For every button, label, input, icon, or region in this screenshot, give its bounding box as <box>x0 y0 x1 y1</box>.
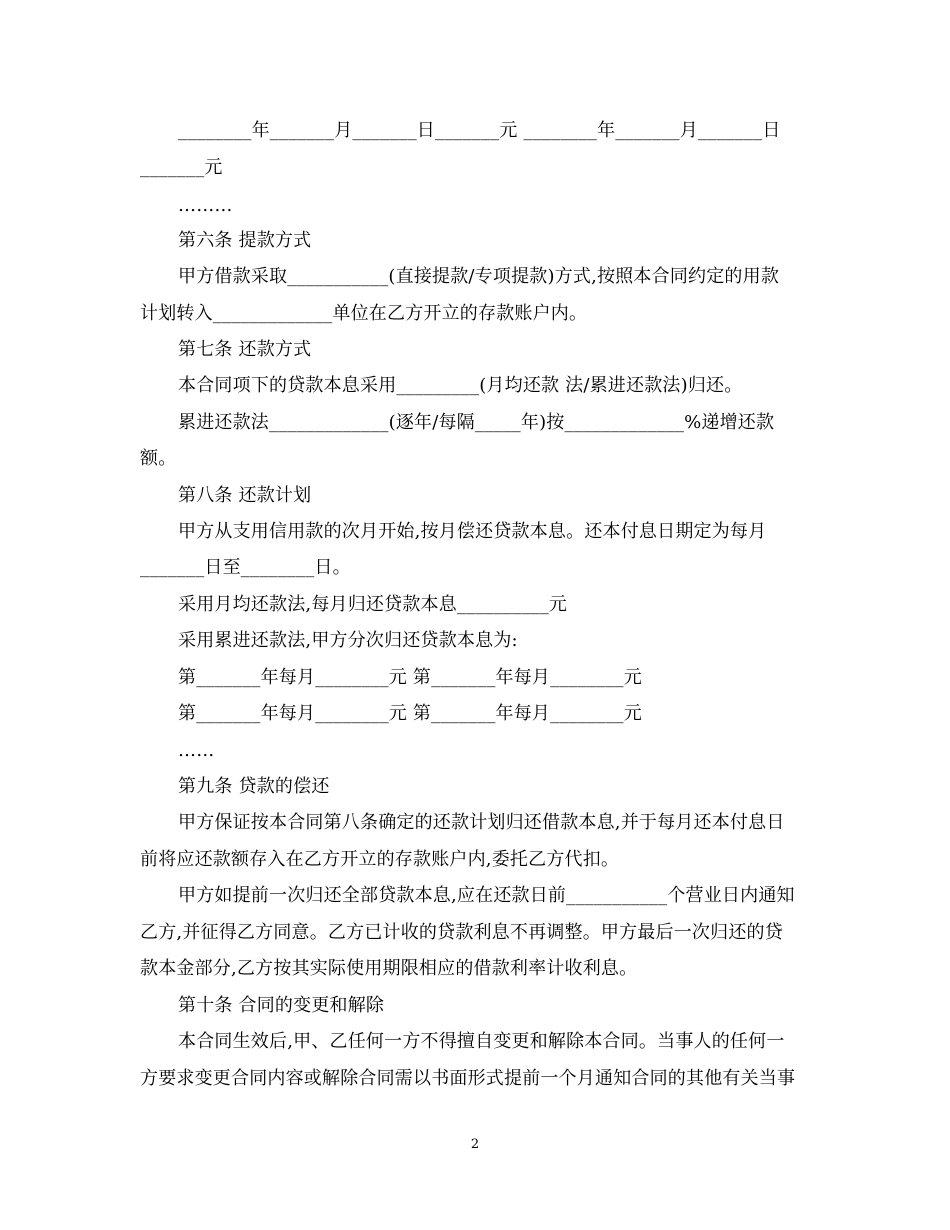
article-8-paragraph-3: 采用累进还款法,甲方分次归还贷款本息为: <box>178 630 518 651</box>
schedule-ellipsis: …… <box>178 740 215 761</box>
article-6-paragraph-line-1: 甲方借款采取___________(直接提款/专项提款)方式,按照本合同约定的用款 <box>178 266 780 287</box>
installment-schedule-line-1: 第_______年每月________元 第_______年每月________元 <box>178 667 642 688</box>
article-8-paragraph-1-line-2: _______日至________日。 <box>140 557 351 578</box>
article-8-heading: 第八条 还款计划 <box>178 485 312 506</box>
article-8-paragraph-2: 采用月均还款法,每月归还贷款本息__________元 <box>178 594 568 615</box>
article-9-paragraph-2-line-1: 甲方如提前一次归还全部贷款本息,应在还款日前___________个营业日内通知 <box>178 885 795 906</box>
article-7-paragraph-1: 本合同项下的贷款本息采用_________(月均还款 法/累进还款法)归还。 <box>178 375 743 396</box>
date-amount-line: ________年_______月_______日_______元 ________年_______月_______日 <box>178 120 781 141</box>
article-7-paragraph-2-line-2: 额。 <box>140 448 177 469</box>
article-10-paragraph-line-2: 方要求变更合同内容或解除合同需以书面形式提前一个月通知合同的其他有关当事 <box>140 1068 796 1089</box>
article-8-paragraph-1-line-1: 甲方从支用信用款的次月开始,按月偿还贷款本息。还本付息日期定为每月 <box>178 521 767 542</box>
article-9-paragraph-1-line-1: 甲方保证按本合同第八条确定的还款计划归还借款本息,并于每月还本付息日 <box>178 812 785 833</box>
article-9-paragraph-2-line-2: 乙方,并征得乙方同意。乙方已计收的贷款利息不再调整。甲方最后一次归还的贷 <box>140 922 783 943</box>
article-10-heading: 第十条 合同的变更和解除 <box>178 995 385 1016</box>
article-10-paragraph-line-1: 本合同生效后,甲、乙任何一方不得擅自变更和解除本合同。当事人的任何一 <box>178 1031 785 1052</box>
article-9-paragraph-1-line-2: 前将应还款额存入在乙方开立的存款账户内,委托乙方代扣。 <box>140 849 620 870</box>
page-number: 2 <box>470 1137 480 1152</box>
article-7-heading: 第七条 还款方式 <box>178 339 312 360</box>
amount-continuation-line: _______元 <box>140 157 223 178</box>
article-9-paragraph-2-line-3: 款本金部分,乙方按其实际使用期限相应的借款利率计收利息。 <box>140 958 638 979</box>
article-9-heading: 第九条 贷款的偿还 <box>178 776 330 797</box>
ellipsis-line: ……… <box>178 195 233 216</box>
article-6-heading: 第六条 提款方式 <box>178 230 312 251</box>
article-6-paragraph-line-2: 计划转入_____________单位在乙方开立的存款账户内。 <box>140 303 588 324</box>
article-7-paragraph-2-line-1: 累进还款法_____________(逐年/每隔_____年)按_____________%递增还款 <box>178 412 775 433</box>
installment-schedule-line-2: 第_______年每月________元 第_______年每月________元 <box>178 703 642 724</box>
